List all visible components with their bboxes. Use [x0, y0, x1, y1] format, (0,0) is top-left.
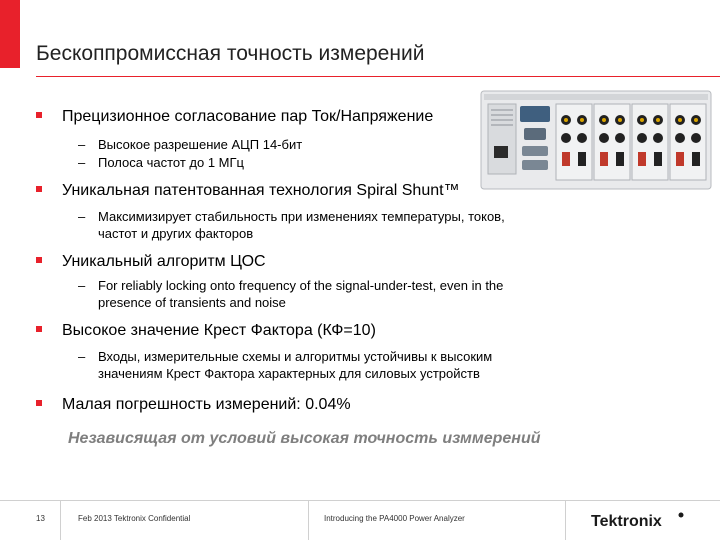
sub-bullet-1-2: – Полоса частот до 1 МГц [78, 155, 244, 170]
sub-bullet-text: Полоса частот до 1 МГц [98, 155, 244, 170]
bullet-marker [36, 257, 42, 263]
footer-date-confidential: Feb 2013 Tektronix Confidential [78, 514, 191, 523]
sub-bullet-2-1: – Максимизирует стабильность при изменениях температуры, токов, частот и других факторов [78, 209, 505, 241]
tektronix-logo [589, 508, 685, 534]
sub-bullet-text-cont: частот и других факторов [98, 226, 254, 241]
bullet-4 [36, 322, 376, 340]
sub-bullet-text-cont: presence of transients and noise [98, 295, 286, 310]
sub-bullet-text: Максимизирует стабильность при изменениях температуры, токов, [98, 209, 505, 224]
footer-separator [565, 500, 566, 540]
sub-bullet-1-1: – Высокое разрешение АЦП 14-бит [78, 137, 303, 152]
bullet-3-text: Уникальный алгоритм ЦОС [62, 253, 266, 270]
footer-separator [60, 500, 61, 540]
sub-bullet-text-cont: значениям Крест Фактора характерных для силовых устройств [98, 366, 480, 381]
title-underline [36, 76, 720, 77]
emphasis-text: Независящая от условий высокая точность изммерений [68, 430, 541, 447]
accent-bar [0, 0, 20, 68]
bullet-4-text: Высокое значение Крест Фактора (КФ=10) [62, 322, 376, 339]
bullet-5 [36, 396, 351, 414]
footer-separator [308, 500, 309, 540]
sub-bullet-3-1: – For reliably locking onto frequency of the signal-under-test, even in the presence of transients and noise [78, 278, 504, 310]
slide-title: Бескоппромиссная точность измерений [36, 42, 425, 65]
bullet-marker [36, 400, 42, 406]
bullet-marker [36, 186, 42, 192]
bullet-3 [36, 253, 266, 271]
sub-bullet-text: Входы, измерительные схемы и алгоритмы устойчивы к высоким [98, 349, 493, 364]
sub-bullet-text: For reliably locking onto frequency of the signal-under-test, even in the [98, 278, 504, 293]
sub-bullet-text: Высокое разрешение АЦП 14-бит [98, 137, 303, 152]
bullet-5-text: Малая погрешность измерений: 0.04% [62, 396, 351, 413]
power-analyzer-rear-panel-icon [480, 90, 712, 190]
bullet-1-text: Прецизионное согласование пар Ток/Напряжение [62, 108, 434, 125]
bullet-marker [36, 326, 42, 332]
sub-bullet-4-1: – Входы, измерительные схемы и алгоритмы устойчивы к высоким значениям Крест Фактора характерных для силовых устройств [78, 349, 493, 381]
footer-divider [0, 500, 720, 501]
footer-presentation-title: Introducing the PA4000 Power Analyzer [324, 514, 465, 523]
logo-text: Tektronix [591, 513, 662, 530]
page-number: 13 [36, 514, 45, 523]
bullet-2 [36, 182, 460, 200]
bullet-2-text: Уникальная патентованная технология Spiral Shunt™ [62, 182, 460, 199]
bullet-marker [36, 112, 42, 118]
bullet-1 [36, 108, 433, 126]
